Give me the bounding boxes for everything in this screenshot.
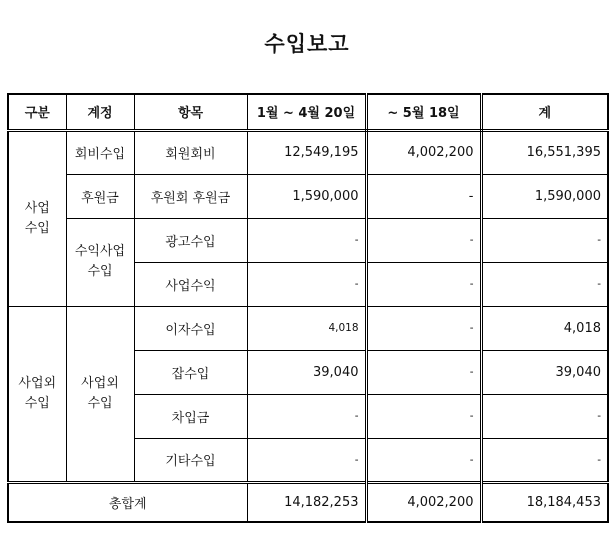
header-period1: 1월 ~ 4월 20일 [247,94,366,130]
period2-cell: - [366,350,481,394]
period1-cell: - [247,218,366,262]
header-item: 항목 [134,94,247,130]
period2-cell: - [366,438,481,482]
grand-total-period1: 14,182,253 [247,482,366,522]
account-profit-business: 수익사업 수입 [66,218,134,306]
period1-cell: - [247,262,366,306]
period1-cell: 39,040 [247,350,366,394]
grand-total-label: 총합계 [8,482,247,522]
period1-cell: - [247,438,366,482]
table-header-row [8,94,608,130]
grand-total-period2: 4,002,200 [366,482,481,522]
grand-total-total: 18,184,453 [481,482,608,522]
total-cell: - [481,262,608,306]
item-cell: 잡수입 [134,350,247,394]
period2-cell: - [366,218,481,262]
total-cell: 4,018 [481,306,608,350]
total-cell: - [481,394,608,438]
item-cell: 회원회비 [134,130,247,174]
header-account: 계정 [66,94,134,130]
period2-cell: - [366,394,481,438]
account-sponsorship: 후원금 [66,174,134,218]
item-cell: 사업수익 [134,262,247,306]
group-business: 사업 수입 [8,130,66,306]
table-row [8,306,608,350]
header-total: 계 [481,94,608,130]
total-cell: - [481,438,608,482]
period1-cell: 1,590,000 [247,174,366,218]
period2-cell: - [366,306,481,350]
item-cell: 기타수입 [134,438,247,482]
table-row [8,218,608,262]
account-nonbusiness: 사업외 수입 [66,306,134,482]
income-report-table [7,93,609,523]
period2-cell: - [366,262,481,306]
period1-cell: 12,549,195 [247,130,366,174]
item-cell: 이자수입 [134,306,247,350]
period2-cell: - [366,174,481,218]
account-membership: 회비수입 [66,130,134,174]
page-title: 수입보고 [264,32,350,56]
header-period2: ~ 5월 18일 [366,94,481,130]
period2-cell: 4,002,200 [366,130,481,174]
group-nonbusiness: 사업외 수입 [8,306,66,482]
item-cell: 후원회 후원금 [134,174,247,218]
table-row [8,130,608,174]
header-category: 구분 [8,94,66,130]
total-cell: 16,551,395 [481,130,608,174]
total-cell: 1,590,000 [481,174,608,218]
total-cell: 39,040 [481,350,608,394]
period1-cell: 4,018 [247,306,366,350]
total-cell: - [481,218,608,262]
grand-total-row [8,482,608,522]
item-cell: 차입금 [134,394,247,438]
table-row [8,174,608,218]
period1-cell: - [247,394,366,438]
item-cell: 광고수입 [134,218,247,262]
